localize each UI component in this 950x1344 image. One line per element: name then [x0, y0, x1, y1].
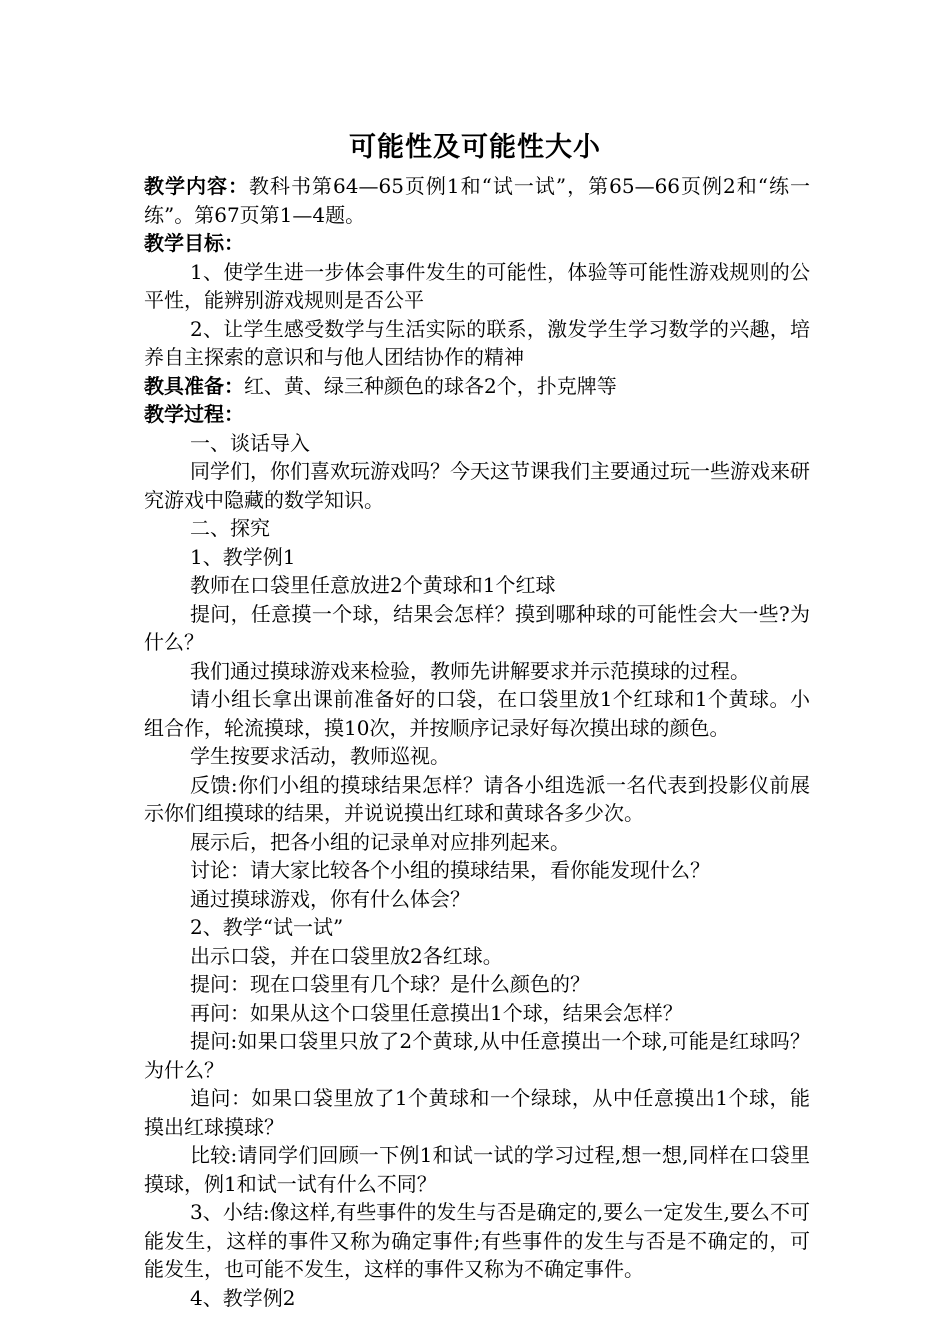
summary-paragraph: 3、小结:像这样,有些事件的发生与否是确定的,要么一定发生,要么不可能发生，这样的事件又称为确定事件;有些事件的发生与否是不确定的，可能发生，也可能不发生，这样的事件又称为不确定事件。	[144, 1200, 810, 1281]
paragraph: 学生按要求活动，教师巡视。	[190, 744, 450, 768]
teaching-content	[144, 172, 810, 229]
teaching-goals-heading	[144, 229, 810, 258]
paragraph: 我们通过摸球游戏来检验，教师先讲解要求并示范摸球的过程。	[190, 658, 750, 683]
section-heading: 二、探究	[190, 516, 270, 540]
paragraph: 提问:如果口袋里只放了2个黄球,从中任意摸出一个球,可能是红球吗？为什么？	[144, 1029, 810, 1082]
paragraph: 请小组长拿出课前准备好的口袋，在口袋里放1个红球和1个黄球。小组合作，轮流摸球，摸10次，并按顺序记录好每次摸出球的颜色。	[144, 687, 810, 740]
paragraph: 比较:请同学们回顾一下例1和试一试的学习过程,想一想,同样在口袋里摸球，例1和试一试有什么不同？	[144, 1143, 810, 1196]
section-heading: 一、谈话导入	[190, 430, 310, 455]
paragraph: 提问：现在口袋里有几个球？是什么颜色的？	[190, 972, 590, 996]
paragraph: 反馈:你们小组的摸球结果怎样？请各小组选派一名代表到投影仪前展示你们组摸球的结果，并说说摸出红球和黄球各多少次。	[144, 772, 810, 825]
paragraph: 通过摸球游戏，你有什么体会？	[190, 886, 470, 911]
teaching-content-label: 教学内容：	[144, 174, 250, 198]
document-body	[144, 172, 810, 1312]
teaching-prep	[144, 372, 810, 401]
teaching-goal-item: 1、使学生进一步体会事件发生的可能性，体验等可能性游戏规则的公平性，能辨别游戏规则是否公平	[144, 259, 810, 312]
teaching-goals-label: 教学目标：	[144, 231, 244, 255]
teaching-prep-label: 教具准备：	[144, 373, 244, 398]
subsection-heading: 4、教学例2	[190, 1285, 296, 1310]
paragraph: 提问，任意摸一个球，结果会怎样？摸到哪种球的可能性会大一些?为什么？	[144, 601, 810, 654]
document-title: 可能性及可能性大小	[349, 132, 601, 163]
teaching-process-label: 教学过程：	[144, 402, 244, 426]
subsection-heading: 2、教学“试一试”	[190, 915, 344, 939]
paragraph: 教师在口袋里任意放进2个黄球和1个红球	[190, 573, 556, 597]
paragraph: 追问：如果口袋里放了1个黄球和一个绿球，从中任意摸出1个球，能摸出红球摸球？	[144, 1086, 810, 1139]
teaching-content-text: 教科书第64—65页例1和“试一试”，第65—66页例2和“练一练”。第67页第1—4题。	[144, 174, 810, 227]
teaching-process-heading	[144, 400, 810, 429]
paragraph: 讨论：请大家比较各个小组的摸球结果，看你能发现什么？	[190, 858, 710, 882]
teaching-prep-text: 红、黄、绿三种颜色的球各2个，扑克牌等	[244, 373, 617, 398]
teaching-goal-item: 2、让学生感受数学与生活实际的联系，激发学生学习数学的兴趣，培养自主探索的意识和与他人团结协作的精神	[144, 316, 810, 369]
paragraph: 同学们，你们喜欢玩游戏吗？今天这节课我们主要通过玩一些游戏来研究游戏中隐藏的数学知识。	[144, 459, 810, 512]
paragraph: 出示口袋，并在口袋里放2各红球。	[190, 943, 503, 968]
paragraph: 再问：如果从这个口袋里任意摸出1个球，结果会怎样？	[190, 1000, 683, 1025]
paragraph: 展示后，把各小组的记录单对应排列起来。	[190, 829, 570, 854]
subsection-heading: 1、教学例1	[190, 544, 296, 569]
